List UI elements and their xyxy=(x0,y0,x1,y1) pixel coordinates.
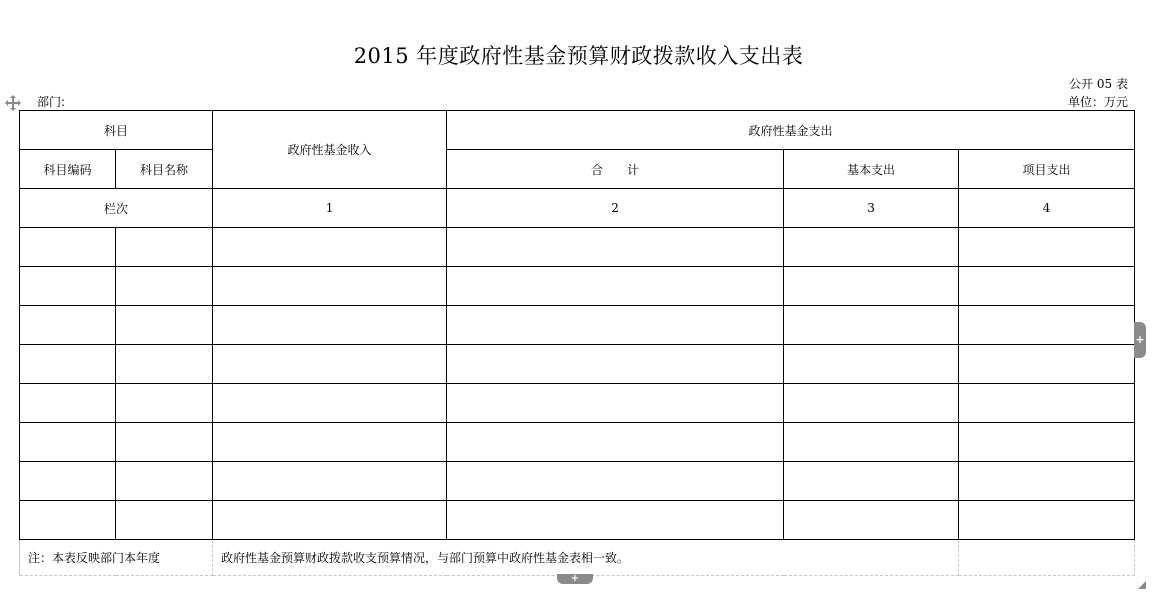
table-cell[interactable] xyxy=(20,384,116,423)
table-cell[interactable] xyxy=(959,501,1135,540)
data-rows xyxy=(20,228,1135,540)
move-icon[interactable] xyxy=(5,95,21,111)
table-cell[interactable] xyxy=(20,228,116,267)
unit-label: 单位：万元 xyxy=(1067,95,1128,109)
table-cell[interactable] xyxy=(959,267,1135,306)
table-cell[interactable] xyxy=(116,384,213,423)
table-cell[interactable] xyxy=(116,501,213,540)
table-cell[interactable] xyxy=(213,384,447,423)
column-number-3[interactable]: 3 xyxy=(784,189,959,228)
table-cell[interactable] xyxy=(20,267,116,306)
header-total[interactable]: 合 计 xyxy=(447,150,784,189)
table-cell[interactable] xyxy=(20,345,116,384)
header-row-1 xyxy=(20,111,1135,150)
table-cell[interactable] xyxy=(116,267,213,306)
table-cell[interactable] xyxy=(447,501,784,540)
header-subject-code[interactable]: 科目编码 xyxy=(20,150,116,189)
table-row xyxy=(20,462,1135,501)
table-cell[interactable] xyxy=(784,501,959,540)
table-cell[interactable] xyxy=(447,228,784,267)
table-cell[interactable] xyxy=(116,462,213,501)
add-row-icon[interactable]: + xyxy=(557,574,593,584)
column-number-2[interactable]: 2 xyxy=(447,189,784,228)
table-cell[interactable] xyxy=(784,267,959,306)
table-row xyxy=(20,384,1135,423)
resize-icon[interactable] xyxy=(1136,574,1146,584)
table-cell[interactable] xyxy=(959,384,1135,423)
header-subject[interactable]: 科目 xyxy=(20,111,213,150)
table-cell[interactable] xyxy=(213,501,447,540)
table-cell[interactable] xyxy=(784,384,959,423)
department-label: 部门: xyxy=(37,95,66,109)
table-cell[interactable] xyxy=(213,267,447,306)
table-cell[interactable] xyxy=(447,306,784,345)
note-empty-cell[interactable] xyxy=(959,540,1135,576)
note-row xyxy=(20,540,1135,576)
table-cell[interactable] xyxy=(116,345,213,384)
table-cell[interactable] xyxy=(20,423,116,462)
header-fund-expenditure[interactable]: 政府性基金支出 xyxy=(447,111,1135,150)
table-cell[interactable] xyxy=(784,345,959,384)
note-right-cell[interactable]: 政府性基金预算财政拨款收支预算情况，与部门预算中政府性基金表相一致。 xyxy=(213,540,959,576)
column-number-label[interactable]: 栏次 xyxy=(20,189,213,228)
table-row xyxy=(20,423,1135,462)
budget-table xyxy=(19,110,1135,576)
table-cell[interactable] xyxy=(784,228,959,267)
table-cell[interactable] xyxy=(116,228,213,267)
note-left-cell[interactable]: 注：本表反映部门本年度 xyxy=(20,540,213,576)
table-cell[interactable] xyxy=(447,384,784,423)
table-cell[interactable] xyxy=(20,501,116,540)
table-row xyxy=(20,306,1135,345)
table-cell[interactable] xyxy=(959,345,1135,384)
table-cell[interactable] xyxy=(784,423,959,462)
table-cell[interactable] xyxy=(213,345,447,384)
table-cell[interactable] xyxy=(213,423,447,462)
table-row xyxy=(20,501,1135,540)
header-project-expenditure[interactable]: 项目支出 xyxy=(959,150,1135,189)
table-cell[interactable] xyxy=(20,462,116,501)
table-row xyxy=(20,345,1135,384)
header-row-2 xyxy=(20,150,1135,189)
table-row xyxy=(20,228,1135,267)
table-cell[interactable] xyxy=(959,462,1135,501)
column-number-row xyxy=(20,189,1135,228)
column-number-1[interactable]: 1 xyxy=(213,189,447,228)
form-code: 公开 05 表 xyxy=(1069,77,1128,91)
header-fund-income[interactable]: 政府性基金收入 xyxy=(213,111,447,189)
document-title: 2015 年度政府性基金预算财政拨款收入支出表 xyxy=(353,44,804,68)
table-cell[interactable] xyxy=(959,306,1135,345)
header-subject-name[interactable]: 科目名称 xyxy=(116,150,213,189)
table-cell[interactable] xyxy=(959,228,1135,267)
header-basic-expenditure[interactable]: 基本支出 xyxy=(784,150,959,189)
table-cell[interactable] xyxy=(213,228,447,267)
table-cell[interactable] xyxy=(20,306,116,345)
table-cell[interactable] xyxy=(447,345,784,384)
add-column-icon[interactable]: + xyxy=(1134,322,1146,358)
table-row xyxy=(20,267,1135,306)
table-cell[interactable] xyxy=(213,306,447,345)
table-cell[interactable] xyxy=(784,462,959,501)
table-cell[interactable] xyxy=(447,462,784,501)
table-cell[interactable] xyxy=(784,306,959,345)
table-cell[interactable] xyxy=(116,306,213,345)
table-cell[interactable] xyxy=(959,423,1135,462)
table-cell[interactable] xyxy=(116,423,213,462)
table-cell[interactable] xyxy=(447,423,784,462)
table-cell[interactable] xyxy=(213,462,447,501)
column-number-4[interactable]: 4 xyxy=(959,189,1135,228)
table-cell[interactable] xyxy=(447,267,784,306)
